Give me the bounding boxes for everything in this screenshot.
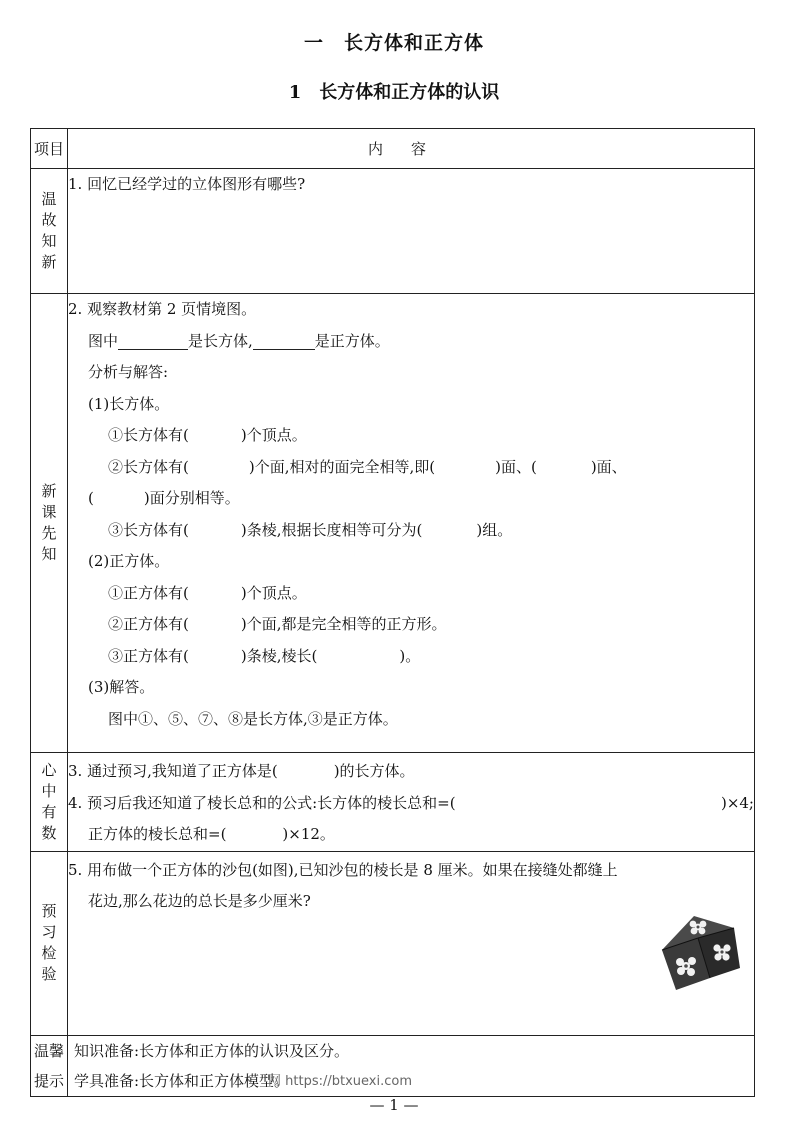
text: 3. 通过预习,我知道了正方体是( xyxy=(68,762,278,780)
label-mind-text: 心中有数 xyxy=(41,760,57,842)
chapter-title: 一 长方体和正方体 xyxy=(303,32,484,54)
text: ③正方体有( xyxy=(108,646,189,665)
row-mind xyxy=(31,753,755,852)
text: )组。 xyxy=(476,520,513,539)
label-review xyxy=(31,169,68,294)
row-new-lesson xyxy=(31,294,755,753)
tip-tools: 学具准备:长方体和正方体模型。 xyxy=(74,1071,290,1090)
question-1: 1. 回忆已经学过的立体图形有哪些? xyxy=(68,175,306,193)
cuboid-faces xyxy=(68,452,754,484)
question-5-cont: 花边,那么花边的总长是多少厘米? xyxy=(88,892,311,910)
text: )个顶点。 xyxy=(240,426,307,444)
question-5: 5. 用布做一个正方体的沙包(如图),已知沙包的棱长是 8 厘米。如果在接缝处都缝上 xyxy=(68,860,618,879)
text: )。 xyxy=(399,646,421,665)
text: )的长方体。 xyxy=(333,762,415,780)
text: )面、 xyxy=(590,457,627,476)
cube-faces xyxy=(68,609,754,641)
text: ①长方体有( xyxy=(108,426,189,444)
label-check xyxy=(31,851,68,1035)
question-4-cont xyxy=(68,819,754,851)
cube-vertices xyxy=(68,578,754,610)
label-mind xyxy=(31,753,68,852)
text: ( xyxy=(88,489,94,507)
cuboid-faces-cont xyxy=(68,483,754,515)
label-tips-line2: 提示 xyxy=(33,1071,64,1090)
label-new-lesson xyxy=(31,294,68,753)
text: )条棱,根据长度相等可分为( xyxy=(240,520,423,539)
row-review xyxy=(31,169,755,294)
label-tips-line1: 温馨 xyxy=(33,1041,64,1060)
text: )个面,都是完全相等的正方形。 xyxy=(240,615,447,633)
header-content: 内容 xyxy=(68,129,755,169)
answer-line: 图中①、⑤、⑦、⑧是长方体,③是正方体。 xyxy=(108,709,398,728)
text: )面分别相等。 xyxy=(143,489,240,507)
tip-knowledge: 知识准备:长方体和正方体的认识及区分。 xyxy=(74,1041,350,1060)
content-review xyxy=(68,169,755,294)
cube-edges xyxy=(68,641,754,673)
sub1-title: (1)长方体。 xyxy=(88,394,170,413)
row-check xyxy=(31,851,755,1035)
analysis-title: 分析与解答: xyxy=(88,363,169,381)
header-item: 项目 xyxy=(31,129,68,169)
blank-cuboid[interactable] xyxy=(118,331,188,350)
text: ②长方体有( xyxy=(108,457,189,476)
cuboid-edges xyxy=(68,515,754,547)
text: )个面,相对的面完全相等,即( xyxy=(248,457,436,476)
sub2-title: (2)正方体。 xyxy=(88,552,170,570)
section-title: 1 长方体和正方体的认识 xyxy=(288,82,500,103)
label-review-text: 温故知新 xyxy=(41,190,57,271)
text: )×12。 xyxy=(282,825,335,843)
worksheet-table xyxy=(30,128,755,1097)
table-header-row xyxy=(31,129,755,169)
text: ②正方体有( xyxy=(108,615,189,633)
flower-cube-sandbag-icon xyxy=(654,910,744,994)
page-number: — 1 — xyxy=(369,1096,419,1114)
content-new-lesson xyxy=(68,294,755,753)
question-2: 2. 观察教材第 2 页情境图。 xyxy=(68,300,257,318)
text: 正方体的棱长总和=( xyxy=(88,825,227,843)
sub3-title: (3)解答。 xyxy=(88,678,155,696)
fill-line xyxy=(68,326,754,358)
content-check xyxy=(68,851,755,1035)
text: )个顶点。 xyxy=(240,583,307,602)
content-mind xyxy=(68,753,755,852)
text: 4. 预习后我还知道了棱长总和的公式:长方体的棱长总和=( xyxy=(68,793,456,812)
fill-text-b: 是长方体, xyxy=(188,331,253,350)
label-tips xyxy=(31,1035,68,1096)
fill-text-a: 图中 xyxy=(88,331,119,350)
label-check-text: 预习检验 xyxy=(41,902,57,983)
cuboid-vertices xyxy=(68,420,754,452)
fill-text-c: 是正方体。 xyxy=(314,331,390,350)
text: )×4; xyxy=(720,793,754,812)
question-4 xyxy=(68,788,754,820)
label-new-lesson-text: 新课先知 xyxy=(41,482,57,563)
question-3 xyxy=(68,756,754,788)
text: )面、( xyxy=(495,457,537,476)
text: ①正方体有( xyxy=(108,583,189,602)
blank-cube[interactable] xyxy=(253,331,315,350)
watermark-url: 网 https://btxuexi.com xyxy=(268,1074,412,1089)
text: ③长方体有( xyxy=(108,520,189,539)
text: )条棱,棱长( xyxy=(240,646,318,665)
